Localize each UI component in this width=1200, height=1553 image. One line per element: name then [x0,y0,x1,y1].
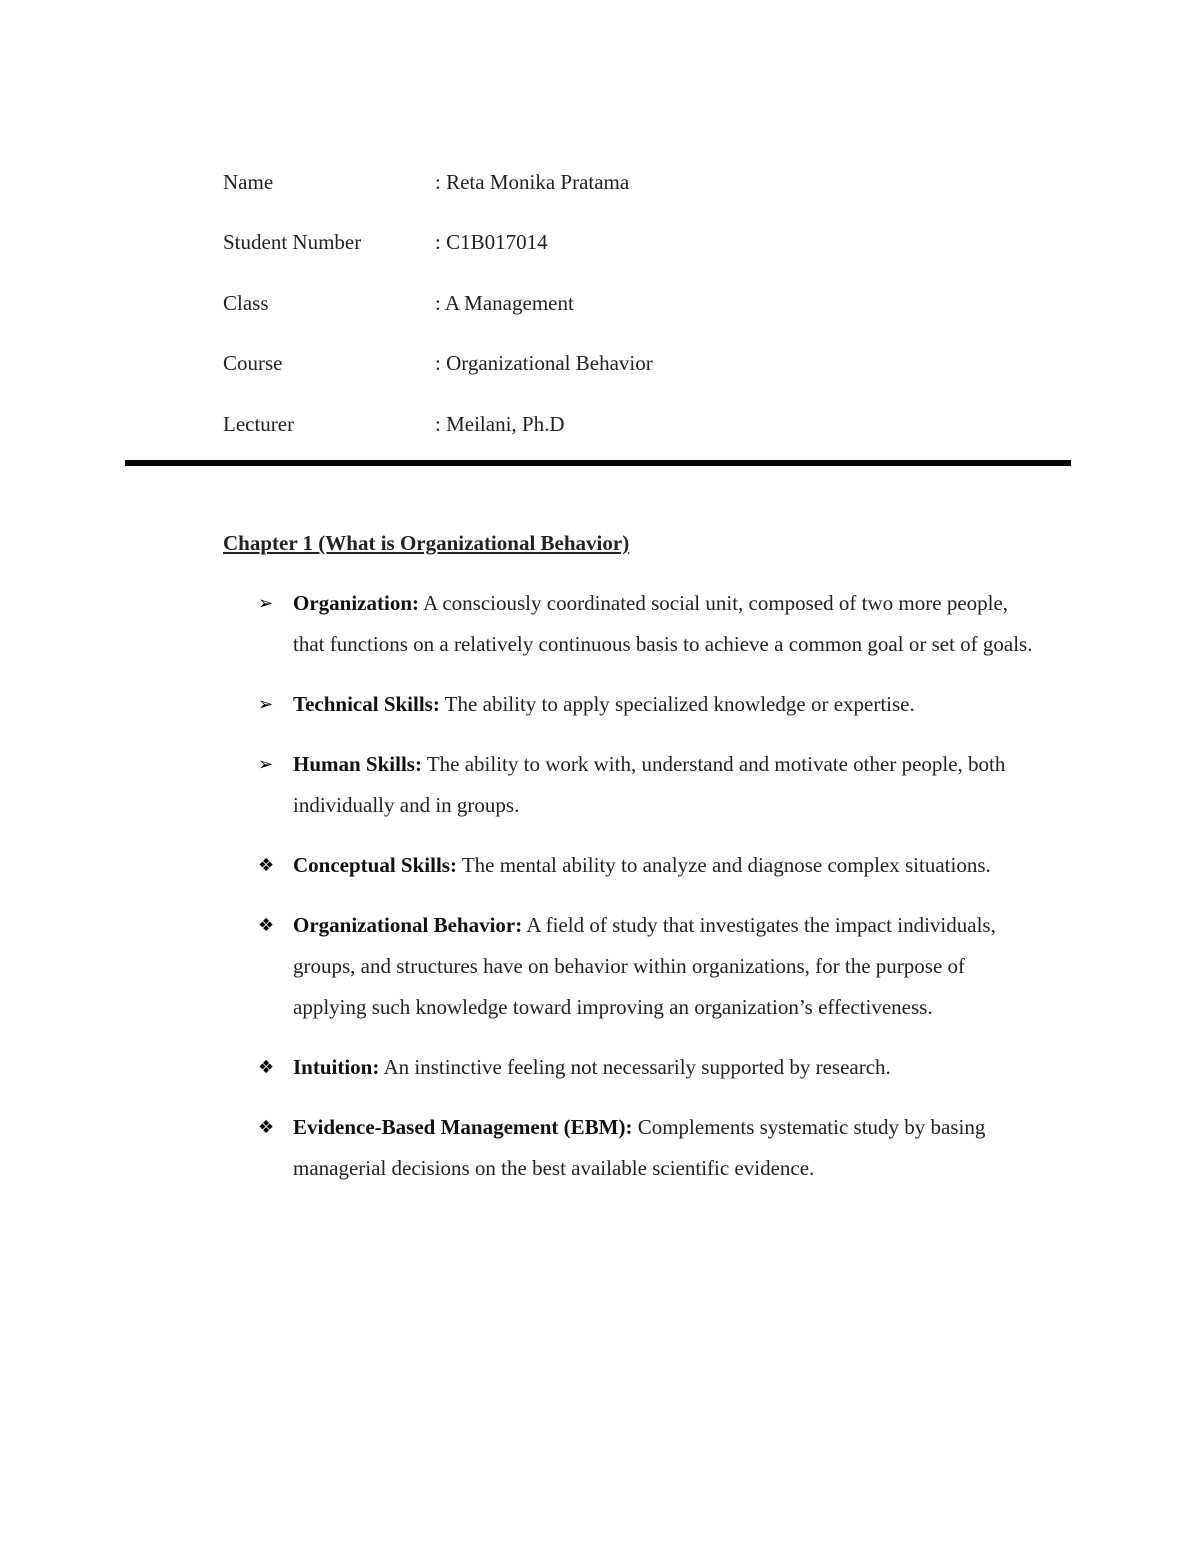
definition-text: The mental ability to analyze and diagnose complex situations. [456,853,991,877]
info-label: Name [223,170,274,194]
definition-item [258,1047,1033,1088]
definition-text: Complements systematic study by basing managerial decisions on the best available scientific evidence. [293,1115,986,1180]
definition-item [258,845,1033,886]
definition-term: Organization: [293,591,419,615]
arrowhead-bullet-icon: ➢ [258,593,274,614]
info-label: Course [223,351,283,376]
diamond-bullet-icon: ❖ [258,1117,275,1138]
definition-text: The ability to apply specialized knowledge or expertise. [439,692,915,716]
definition-list [258,583,1033,1208]
arrowhead-bullet-icon: ➢ [258,754,274,775]
arrowhead-bullet-icon: ➢ [258,694,274,715]
info-label: Student Number [223,230,362,255]
chapter-title: Chapter 1 (What is Organizational Behavior) [223,531,630,555]
diamond-bullet-icon: ❖ [258,855,275,876]
info-value: : Reta Monika Pratama [435,170,630,194]
info-value: : C1B017014 [435,230,548,255]
diamond-bullet-icon: ❖ [258,1057,275,1078]
definition-term: Organizational Behavior: [293,913,523,937]
definition-term: Human Skills: [293,752,422,776]
info-label: Class [223,290,269,315]
info-row-lecturer [223,405,923,465]
definition-term: Intuition: [293,1055,380,1079]
definition-item [258,905,1033,1028]
info-row-student-number [223,223,923,283]
info-value: : A Management [435,290,574,315]
horizontal-divider [125,460,1071,466]
definition-item [258,583,1033,665]
student-info-block [223,163,923,465]
definition-term: Evidence-Based Management (EBM): [293,1115,633,1139]
definition-item [258,744,1033,826]
definition-term: Conceptual Skills: [293,853,457,877]
info-value: : Meilani, Ph.D [435,411,565,436]
definition-text: An instinctive feeling not necessarily supported by research. [379,1055,891,1079]
info-row-class [223,284,923,344]
definition-item [258,684,1033,725]
definition-term: Technical Skills: [293,692,440,716]
info-label: Lecturer [223,411,295,436]
definition-text: A field of study that investigates the impact individuals, groups, and structures have on behavior within organizations, for the purpose of applying such knowledge toward improving an organization’s effectiveness. [293,913,996,1019]
info-value: : Organizational Behavior [435,351,653,376]
definition-text: A consciously coordinated social unit, composed of two more people, that functions on a relatively continuous basis to achieve a common goal or set of goals. [293,591,1033,656]
diamond-bullet-icon: ❖ [258,915,275,936]
info-row-name [223,163,923,223]
definition-text: The ability to work with, understand and motivate other people, both individually and in groups. [293,752,1006,817]
definition-item [258,1107,1033,1189]
info-row-course [223,344,923,404]
